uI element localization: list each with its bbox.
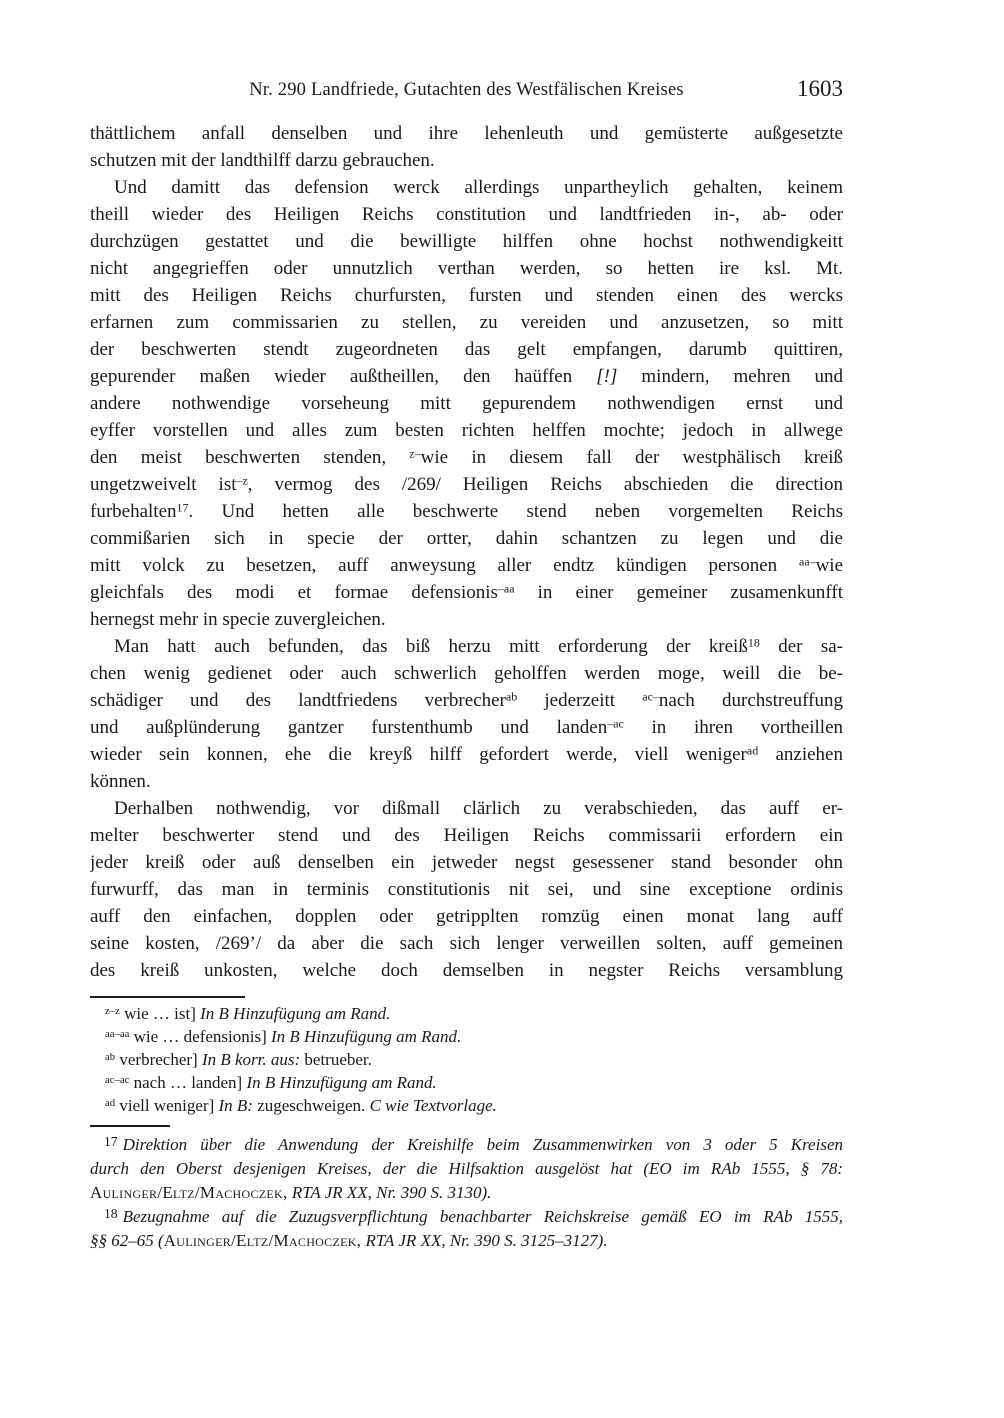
text-line bbox=[90, 795, 843, 822]
text-segment: hernegst mehr in specie zuvergleichen. bbox=[90, 609, 386, 630]
note-marker: ad bbox=[746, 743, 759, 758]
paragraph bbox=[90, 795, 843, 984]
paragraph bbox=[90, 120, 843, 174]
text-segment: können. bbox=[90, 771, 151, 792]
text-segment: der sa- bbox=[759, 636, 843, 657]
text-segment: furwurff, das man in terminis constitutionis nit sei, und sine exceptione ordinis bbox=[90, 879, 843, 900]
text-line bbox=[90, 633, 843, 660]
text-line bbox=[90, 1048, 843, 1071]
text-line bbox=[90, 849, 843, 876]
text-segment: melter beschwerter stend und des Heiligen Reichs commissarii erfordern ein bbox=[90, 825, 843, 846]
text-line bbox=[90, 174, 843, 201]
page-number: 1603 bbox=[797, 76, 843, 101]
text-segment: In B Hinzufügung am Rand. bbox=[246, 1073, 437, 1092]
text-line bbox=[90, 471, 843, 498]
text-segment: und außplünderung gantzer furstenthumb und landen bbox=[90, 717, 608, 738]
text-line bbox=[90, 336, 843, 363]
text-segment: , vermog des /269/ Heiligen Reichs abschieden die direction bbox=[247, 474, 843, 495]
paragraph bbox=[90, 633, 843, 795]
text-line bbox=[90, 822, 843, 849]
text-segment: gleichfals des modi et formae defensionis bbox=[90, 582, 498, 603]
text-segment: durchzügen gestattet und die bewilligte hilffen ohne hochst nothwendigkeitt bbox=[90, 231, 843, 252]
text-segment: In B Hinzufügung am Rand. bbox=[271, 1027, 462, 1046]
text-segment: erfarnen zum commissarien zu stellen, zu vereiden und anzusetzen, so mitt bbox=[90, 312, 843, 333]
text-line bbox=[90, 1133, 843, 1157]
text-line bbox=[90, 147, 843, 174]
text-segment: In B: bbox=[218, 1096, 253, 1115]
text-line bbox=[90, 1229, 843, 1253]
body-text bbox=[90, 120, 843, 984]
text-line bbox=[90, 363, 843, 390]
text-line bbox=[90, 201, 843, 228]
text-segment: wieder sein konnen, ehe die kreyß hilff gefordert werde, viell weniger bbox=[90, 744, 747, 765]
text-line bbox=[90, 687, 843, 714]
footnote-number: 18 bbox=[104, 1206, 118, 1222]
text-line bbox=[90, 390, 843, 417]
text-segment: in ihren vortheillen bbox=[623, 717, 843, 738]
text-segment: C wie Textvorlage. bbox=[369, 1096, 497, 1115]
note-marker: z–z bbox=[105, 1005, 120, 1018]
text-line bbox=[90, 120, 843, 147]
text-segment: schutzen mit der landthilff darzu gebrauchen. bbox=[90, 150, 435, 171]
text-segment: Direktion über die Anwendung der Kreishilfe beim Zusammenwirken von 3 oder 5 Kreisen bbox=[122, 1135, 843, 1154]
text-line bbox=[90, 768, 843, 795]
note-marker: ac–ac bbox=[105, 1074, 130, 1087]
text-segment: In B Hinzufügung am Rand. bbox=[200, 1004, 391, 1023]
paragraph bbox=[90, 1205, 843, 1253]
text-segment: nach … landen] bbox=[129, 1073, 247, 1092]
text-line bbox=[90, 282, 843, 309]
note-marker: 17 bbox=[176, 500, 189, 515]
footnote-number: 17 bbox=[104, 1134, 118, 1150]
author-names-smallcaps: Aulinger/Eltz/Machoczek, bbox=[90, 1183, 288, 1202]
text-line bbox=[90, 1071, 843, 1094]
note-marker: –ac bbox=[607, 716, 624, 731]
text-segment: wie in diesem fall der westphälisch kreiß bbox=[420, 447, 843, 468]
text-segment: Man hatt auch befunden, das biß herzu mitt erforderung der kreiß bbox=[114, 636, 748, 657]
text-line bbox=[90, 498, 843, 525]
footnotes bbox=[90, 1133, 843, 1253]
text-segment: durch den Oberst desjenigen Kreises, der die Hilfsaktion ausgelöst hat (EO im RAb 1555, § 78: bbox=[90, 1159, 843, 1178]
text-line bbox=[90, 1002, 843, 1025]
footnote-separator-rule bbox=[90, 1125, 170, 1127]
text-line bbox=[90, 1025, 843, 1048]
apparatus-separator-rule bbox=[90, 996, 245, 998]
text-segment: des kreiß unkosten, welche doch demselben in negster Reichs versamblung bbox=[90, 960, 843, 981]
text-line bbox=[90, 714, 843, 741]
text-block bbox=[90, 0, 843, 1253]
text-line bbox=[90, 957, 843, 984]
text-segment: mitt des Heiligen Reichs churfursten, fursten und stenden einen des wercks bbox=[90, 285, 843, 306]
note-marker: z– bbox=[409, 446, 421, 461]
text-line bbox=[90, 525, 843, 552]
note-marker: ab bbox=[105, 1051, 116, 1064]
text-segment: gepurender maßen wieder außtheillen, den haüffen bbox=[90, 366, 597, 387]
text-segment: wie … defensionis] bbox=[129, 1027, 271, 1046]
text-segment: nicht angegrieffen oder unnutzlich verthan werden, so hetten ire ksl. Mt. bbox=[90, 258, 843, 279]
text-segment: furbehalten bbox=[90, 501, 177, 522]
text-segment: jederzeitt bbox=[517, 690, 643, 711]
text-line bbox=[90, 930, 843, 957]
text-segment: verbrecher] bbox=[115, 1050, 202, 1069]
text-segment: In B korr. aus: bbox=[201, 1050, 301, 1069]
text-segment: betrueber. bbox=[300, 1050, 372, 1069]
text-line bbox=[90, 552, 843, 579]
text-segment: anziehen bbox=[758, 744, 843, 765]
text-segment: mindern, mehren und bbox=[617, 366, 843, 387]
running-title: Nr. 290 Landfriede, Gutachten des Westfälischen Kreises bbox=[249, 80, 684, 100]
text-segment: RTA JR XX, Nr. 390 S. 3125–3127). bbox=[361, 1231, 608, 1250]
text-line bbox=[90, 1094, 843, 1117]
text-segment: §§ 62–65 ( bbox=[90, 1231, 164, 1250]
text-segment: ungetzweivelt ist bbox=[90, 474, 237, 495]
text-line bbox=[90, 660, 843, 687]
critical-apparatus bbox=[90, 1002, 843, 1117]
text-segment: RTA JR XX, Nr. 390 S. 3130). bbox=[287, 1183, 492, 1202]
note-marker: aa–aa bbox=[105, 1028, 130, 1041]
text-segment: Und damitt das defension werck allerdings unpartheylich gehalten, keinem bbox=[114, 177, 843, 198]
text-segment: chen wenig gedienet oder auch schwerlich geholffen werden moge, weill die be- bbox=[90, 663, 843, 684]
text-segment: thättlichem anfall denselben und ihre lehenleuth und gemüsterte außgesetzte bbox=[90, 123, 843, 144]
text-line bbox=[90, 309, 843, 336]
note-marker: ac– bbox=[642, 689, 659, 704]
text-segment: commißarien sich in specie der ortter, dahin schantzen zu legen und die bbox=[90, 528, 843, 549]
text-segment: auff den einfachen, dopplen oder getripplten romzüg einen monat lang auff bbox=[90, 906, 843, 927]
text-segment: Derhalben nothwendig, vor dißmall clärlich zu verabschieden, das auff er- bbox=[114, 798, 843, 819]
text-line bbox=[90, 903, 843, 930]
note-marker: ab bbox=[505, 689, 518, 704]
text-line bbox=[90, 255, 843, 282]
text-line bbox=[90, 579, 843, 606]
text-segment: wie bbox=[815, 555, 843, 576]
text-line bbox=[90, 876, 843, 903]
note-marker: –z bbox=[236, 473, 248, 488]
text-segment: zugeschweigen. bbox=[252, 1096, 370, 1115]
text-segment: seine kosten, /269’/ da aber die sach sich lenger verweillen solten, auff gemeinen bbox=[90, 933, 843, 954]
text-segment: theill wieder des Heiligen Reichs constitution und landtfrieden in-, ab- oder bbox=[90, 204, 843, 225]
text-segment: den meist beschwerten stenden, bbox=[90, 447, 410, 468]
note-marker: aa– bbox=[798, 554, 816, 569]
text-segment: andere nothwendige vorseheung mitt gepurendem nothwendigen ernst und bbox=[90, 393, 843, 414]
text-segment: schädiger und des landtfriedens verbrecher bbox=[90, 690, 506, 711]
paragraph bbox=[90, 1133, 843, 1205]
text-segment: [!] bbox=[596, 366, 618, 387]
note-marker: ad bbox=[105, 1097, 116, 1110]
text-segment: . Und hetten alle beschwerte stend neben vorgemelten Reichs bbox=[188, 501, 843, 522]
paragraph bbox=[90, 174, 843, 633]
text-segment: in einer gemeiner zusamenkunfft bbox=[514, 582, 843, 603]
text-line bbox=[90, 741, 843, 768]
text-segment: Bezugnahme auf die Zuzugsverpflichtung benachbarter Reichskreise gemäß EO im RAb 1555, bbox=[122, 1207, 843, 1226]
text-segment: nach durchstreuffung bbox=[658, 690, 843, 711]
text-segment: mitt volck zu besetzen, auff anweysung aller endtz kündigen personen bbox=[90, 555, 799, 576]
text-line bbox=[90, 1181, 843, 1205]
text-segment: viell weniger] bbox=[115, 1096, 219, 1115]
author-names-smallcaps: Aulinger/Eltz/Machoczek, bbox=[163, 1231, 362, 1250]
page-header bbox=[90, 78, 843, 102]
text-line bbox=[90, 1205, 843, 1229]
text-segment: jeder kreiß oder auß denselben ein jetweder negst gesessener stand besonder ohn bbox=[90, 852, 843, 873]
paragraph bbox=[90, 1002, 843, 1117]
note-marker: 18 bbox=[747, 635, 760, 650]
text-line bbox=[90, 417, 843, 444]
text-line bbox=[90, 444, 843, 471]
text-segment: eyffer vorstellen und alles zum besten richten helffen mochte; jedoch in allwege bbox=[90, 420, 843, 441]
text-segment: wie … ist] bbox=[119, 1004, 201, 1023]
text-line bbox=[90, 1157, 843, 1181]
text-line bbox=[90, 606, 843, 633]
text-line bbox=[90, 228, 843, 255]
text-segment: der beschwerten stendt zugeordneten das gelt empfangen, darumb quittiren, bbox=[90, 339, 843, 360]
note-marker: –aa bbox=[497, 581, 515, 596]
